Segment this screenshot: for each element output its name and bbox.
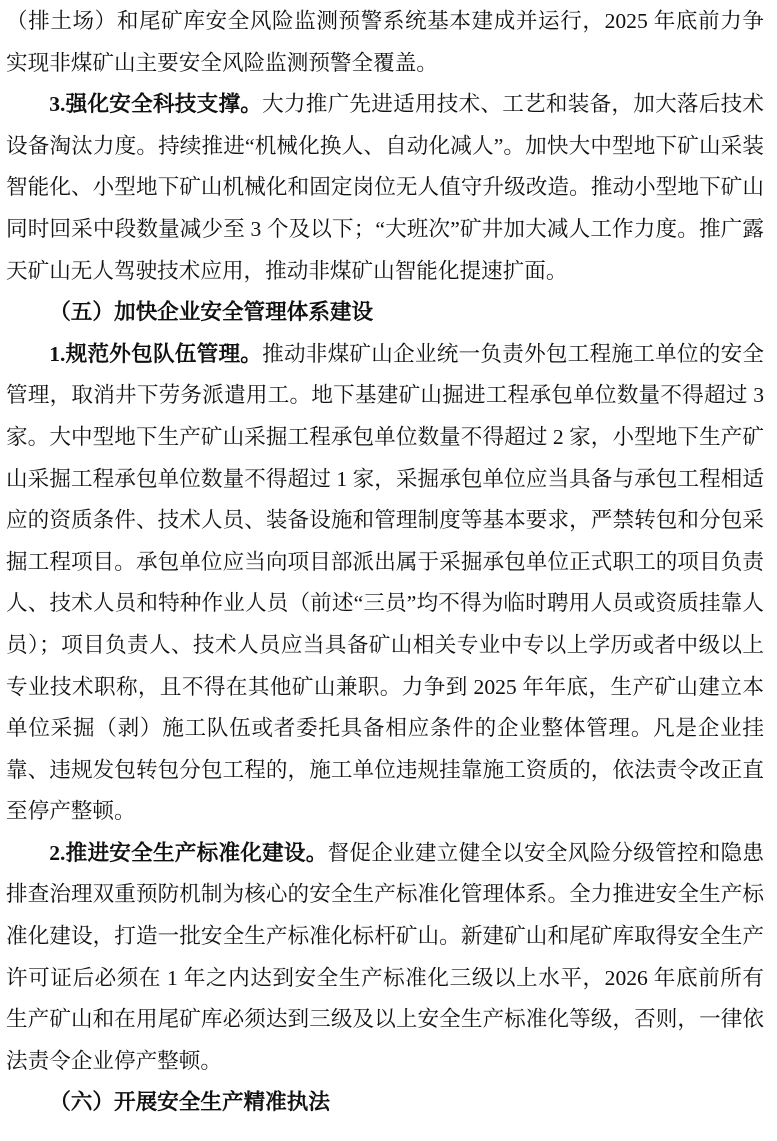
- heading-text: （五）加快企业安全管理体系建设: [49, 300, 374, 325]
- section-heading-5-enterprise-safety-management: [6, 292, 764, 334]
- paragraph-text: （排土场）和尾矿库安全风险监测预警系统基本建成并运行，2025 年底前力争实现非煤矿山主要安全风险监测预警全覆盖。: [6, 9, 764, 75]
- paragraph-text: 大力推广先进适用技术、工艺和装备，加大落后技术设备淘汰力度。持续推进“机械化换人、自动化减人”。加快大中型地下矿山采装智能化、小型地下矿山机械化和固定岗位无人值守升级改造。推动小型地下矿山同时回采中段数量减少至 3 个及以下；“大班次”矿井加大减人工作力度。推广露天矿山无人驾驶技术应用，推动非煤矿山智能化提速扩面。: [6, 92, 764, 283]
- paragraph-3-safety-technology-support: [6, 84, 764, 292]
- section-heading-6-precise-law-enforcement: [6, 1082, 764, 1124]
- paragraph-lead: 3.强化安全科技支撑。: [49, 92, 263, 117]
- heading-text: （六）开展安全生产精准执法: [49, 1090, 330, 1115]
- paragraph-2-safety-production-standardization: [6, 833, 764, 1083]
- paragraph-text: 督促企业建立健全以安全风险分级管控和隐患排查治理双重预防机制为核心的安全生产标准化管理体系。全力推进安全生产标准化建设，打造一批安全生产标准化标杆矿山。新建矿山和尾矿库取得安全生产许可证后必须在 1 年之内达到安全生产标准化三级以上水平，2026 年底前所有生产矿山和在用尾矿库必须达到三级及以上安全生产标准化等级，否则，一律依法责令企业停产整顿。: [6, 840, 764, 1073]
- paragraph-1-outsourcing-team-management: [6, 334, 764, 833]
- paragraph-text: 推动非煤矿山企业统一负责外包工程施工单位的安全管理，取消井下劳务派遣用工。地下基建矿山掘进工程承包单位数量不得超过 3 家。大中型地下生产矿山采掘工程承包单位数量不得超过 2 家，小型地下生产矿山采掘工程承包单位数量不得超过 1 家，采掘承包单位应当具备与承包工程相适应的资质条件、技术人员、装备设施和管理制度等基本要求，严禁转包和分包采掘工程项目。承包单位应当向项目部派出属于采掘承包单位正式职工的项目负责人、技术人员和特种作业人员（前述“三员”均不得为临时聘用人员或资质挂靠人员）；项目负责人、技术人员应当具备矿山相关专业中专以上学历或者中级以上专业技术职称，且不得在其他矿山兼职。力争到 2025 年年底，生产矿山建立本单位采掘（剥）施工队伍或者委托具备相应条件的企业整体管理。凡是企业挂靠、违规发包转包分包工程的，施工单位违规挂靠施工资质的，依法责令改正直至停产整顿。: [6, 341, 764, 824]
- paragraph-monitoring-warning-continuation: [6, 1, 764, 84]
- paragraph-lead: 1.规范外包队伍管理。: [49, 341, 263, 366]
- paragraph-lead: 2.推进安全生产标准化建设。: [49, 840, 328, 865]
